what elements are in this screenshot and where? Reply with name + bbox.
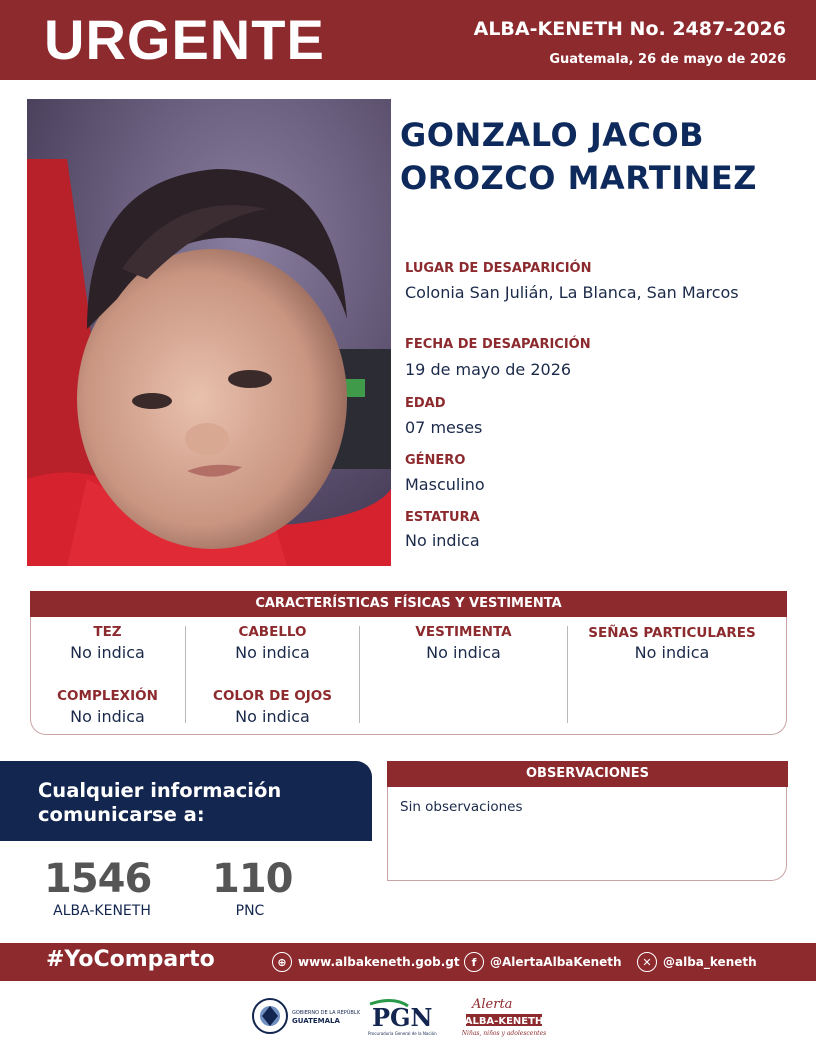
distinguishing-marks-label: SEÑAS PARTICULARES <box>588 625 756 641</box>
clothing-label: VESTIMENTA <box>415 624 512 640</box>
hair-label: CABELLO <box>238 624 307 640</box>
build-label: COMPLEXIÓN <box>57 688 158 704</box>
clothing-value: No indica <box>426 643 501 662</box>
alba-keneth-phone-label: ALBA-KENETH <box>53 903 151 919</box>
website-link[interactable] <box>272 952 460 972</box>
missing-person-photo <box>27 99 391 566</box>
x-text: @alba_keneth <box>663 955 757 969</box>
x-icon: ✕ <box>637 952 657 972</box>
disappearance-date-label: FECHA DE DESAPARICIÓN <box>405 337 591 352</box>
age-value: 07 meses <box>405 418 483 437</box>
pgn-logo-subtitle: Procuraduría General de la Nación <box>368 1031 437 1036</box>
alerta-alba-keneth-logo <box>462 994 546 1042</box>
characteristics-heading: CARACTERÍSTICAS FÍSICAS Y VESTIMENTA <box>30 591 787 617</box>
alert-place-date: Guatemala, 26 de mayo de 2026 <box>549 52 786 67</box>
gender-label: GÉNERO <box>405 453 466 468</box>
alba-keneth-logo-subtitle: Niñas, niños y adolescentes <box>462 1030 546 1037</box>
gov-logo-line1: GOBIERNO DE LA REPÚBLICA <box>292 1010 360 1016</box>
facebook-icon: f <box>464 952 484 972</box>
pnc-phone-number: 110 <box>212 856 293 902</box>
website-text: www.albakeneth.gob.gt <box>298 955 460 969</box>
pgn-logo-text: PGN <box>372 1003 433 1032</box>
hashtag: #YoComparto <box>46 947 215 972</box>
alert-number: ALBA-KENETH No. 2487-2026 <box>473 18 786 40</box>
distinguishing-marks-value: No indica <box>634 643 710 662</box>
person-name <box>400 114 800 200</box>
height-value: No indica <box>405 531 480 550</box>
age-label: EDAD <box>405 396 446 411</box>
x-link[interactable] <box>637 952 757 972</box>
skin-tone-value: No indica <box>70 643 145 662</box>
pgn-logo <box>364 994 452 1038</box>
alerta-logo-word: Alerta <box>472 997 513 1012</box>
pnc-phone-label: PNC <box>235 903 265 919</box>
hair-value: No indica <box>235 643 310 662</box>
facebook-text: @AlertaAlbaKeneth <box>490 955 622 969</box>
alba-keneth-phone-number: 1546 <box>44 856 152 902</box>
gender-value: Masculino <box>405 475 485 494</box>
person-name-line2: OROZCO MARTINEZ <box>400 159 757 197</box>
urgent-title: URGENTE <box>44 8 325 71</box>
disappearance-date-value: 19 de mayo de 2026 <box>405 360 572 379</box>
disappearance-place-label: LUGAR DE DESAPARICIÓN <box>405 261 592 276</box>
globe-icon: ⊕ <box>272 952 292 972</box>
skin-tone-label: TEZ <box>93 624 122 640</box>
contact-instructions <box>38 779 358 827</box>
build-value: No indica <box>70 707 145 726</box>
contact-line1: Cualquier información <box>38 779 282 802</box>
eye-color-value: No indica <box>235 707 310 726</box>
eye-color-label: COLOR DE OJOS <box>213 688 332 704</box>
alba-keneth-logo-word: ALBA-KENETH <box>464 1016 544 1027</box>
column-divider <box>359 626 360 723</box>
observations-text: Sin observaciones <box>400 799 523 815</box>
gov-logo-line2: GUATEMALA <box>292 1017 340 1025</box>
person-name-line1: GONZALO JACOB <box>400 116 705 154</box>
height-label: ESTATURA <box>405 510 480 525</box>
guatemala-government-logo <box>250 994 360 1038</box>
contact-line2: comunicarse a: <box>38 803 205 826</box>
disappearance-place-value: Colonia San Julián, La Blanca, San Marcos <box>405 283 739 302</box>
facebook-link[interactable] <box>464 952 622 972</box>
observations-heading: OBSERVACIONES <box>387 761 788 787</box>
